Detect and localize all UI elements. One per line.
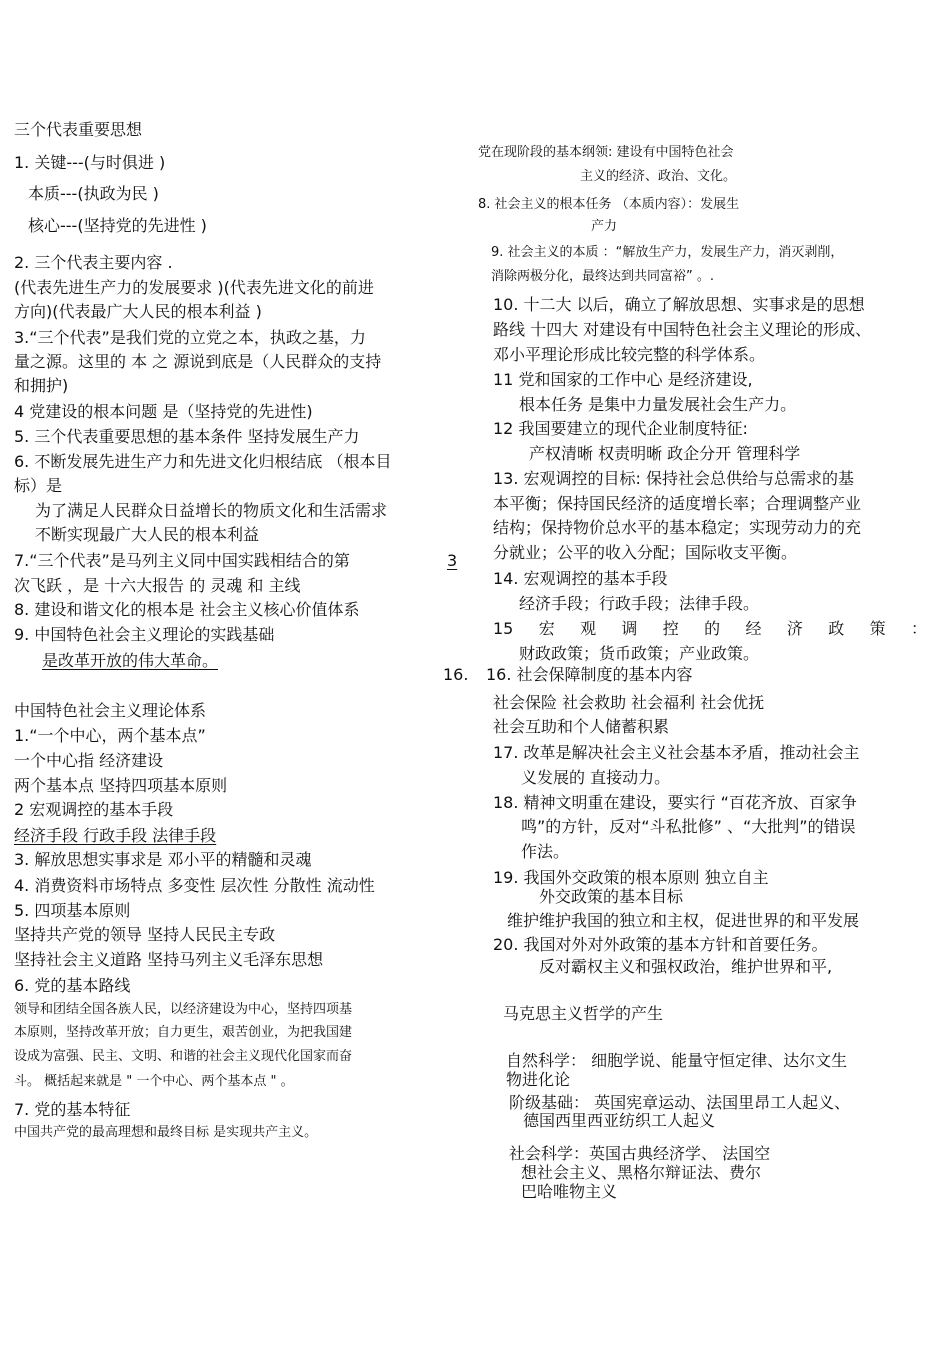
r-item-10-line-b: 路线 十四大 对建设有中国特色社会主义理论的形成、 (493, 320, 872, 339)
r-item-18-line-a: 18. 精神文明重在建设，要实行 “百花齐放、百家争 (493, 793, 857, 812)
theory-item-1-center: 一个中心指 经济建设 (14, 751, 164, 770)
item-2-heading: 2. 三个代表主要内容 . (14, 253, 173, 272)
item-3-line-a: 3.“三个代表”是我们党的立党之本，执政之基，力 (14, 328, 366, 347)
theory-item-5: 5. 四项基本原则 (14, 901, 131, 920)
philosophy-class-basis-a: 阶级基础： 英国宪章运动、法国里昂工人起义、 (509, 1093, 851, 1112)
philosophy-natural-science-b: 物进化论 (506, 1070, 571, 1089)
item-7-line-b: 次飞跃 ，是 十六大报告 的 灵魂 和 主线 (14, 576, 301, 595)
r15-char: 观 (580, 619, 597, 638)
r15-char: 宏 (538, 619, 555, 638)
r-item-12-line-b: 产权清晰 权责明晰 政企分开 管理科学 (529, 444, 801, 463)
item-6-line-c: 为了满足人民群众日益增长的物质文化和生活需求 (35, 501, 388, 520)
r15-char: 济 (786, 619, 803, 638)
theory-item-6-line-b: 本原则，坚持改革开放；自力更生，艰苦创业，为把我国建 (14, 1025, 353, 1040)
theory-item-7-line-a: 中国共产党的最高理想和最终目标 是实现共产主义。 (14, 1125, 318, 1140)
theory-item-1: 1.“一个中心，两个基本点” (14, 726, 206, 745)
r15-char: 政 (828, 619, 845, 638)
r-item-17-line-a: 17. 改革是解决社会主义社会基本矛盾，推动社会主 (493, 743, 860, 762)
r-item-16-line-c: 社会互助和个人储蓄积累 (493, 717, 670, 736)
item-6-line-a: 6. 不断发展先进生产力和先进文化归根结底 （根本目 (14, 452, 392, 471)
theory-item-1-points: 两个基本点 坚持四项基本原则 (14, 776, 228, 795)
r-item-20-line-b: 反对霸权主义和强权政治，维护世界和平, (539, 957, 833, 976)
theory-item-6-line-a: 领导和团结全国各族人民，以经济建设为中心，坚持四项基 (14, 1002, 353, 1017)
r-item-19-line-c: 维护维护我国的独立和主权，促进世界的和平发展 (507, 911, 860, 930)
r-item-10-line-c: 邓小平理论形成比较完整的科学体系。 (493, 345, 766, 364)
section-title-socialism-theory: 中国特色社会主义理论体系 (14, 701, 207, 720)
r-item-11-line-a: 11 党和国家的工作中心 是经济建设, (493, 370, 753, 389)
philosophy-social-science-a: 社会科学：英国古典经济学、 法国空 (509, 1144, 771, 1163)
item-8: 8. 建设和谐文化的根本是 社会主义核心价值体系 (14, 600, 360, 619)
item-3-line-c: 和拥护) (14, 376, 69, 395)
theory-item-2: 2 宏观调控的基本手段 (14, 800, 174, 819)
item-9-answer: 是改革开放的伟大革命。 (42, 651, 219, 670)
theory-item-4: 4. 消费资料市场特点 多变性 层次性 分散性 流动性 (14, 876, 375, 895)
item-3-line-b: 量之源。这里的 本 之 源说到底是（人民群众的支持 (14, 352, 382, 371)
r15-char: 控 (662, 619, 679, 638)
section-title-three-represents: 三个代表重要思想 (14, 120, 143, 139)
program-line-b: 主义的经济、政治、文化。 (580, 169, 737, 184)
r-item-10-line-a: 10. 十二大 以后，确立了解放思想、实事求是的思想 (493, 295, 865, 314)
item-9: 9. 中国特色社会主义理论的实践基础 (14, 625, 275, 644)
philosophy-social-science-b: 想社会主义、黑格尔辩证法、费尔 (521, 1163, 762, 1182)
r-item-11-line-b: 根本任务 是集中力量发展社会生产力。 (519, 395, 797, 414)
section-title-marxist-philosophy: 马克思主义哲学的产生 (503, 1004, 664, 1023)
r-item-13-line-b: 本平衡；保持国民经济的适度增长率；合理调整产业 (493, 494, 862, 513)
theory-item-2-means: 经济手段 行政手段 法律手段 (14, 826, 217, 845)
r-item-18-line-c: 作法。 (521, 842, 570, 861)
philosophy-social-science-c: 巴哈唯物主义 (521, 1182, 618, 1201)
r-item-8-line-b: 产力 (591, 219, 618, 234)
r-item-14-line-b: 经济手段；行政手段；法律手段。 (519, 594, 760, 613)
r-item-19-line-a: 19. 我国外交政策的根本原则 独立自主 (493, 868, 769, 887)
r-item-15-line-a (493, 620, 927, 638)
r-item-8-line-a: 8. 社会主义的根本任务 （本质内容）：发展生 (478, 197, 740, 212)
item-4: 4 党建设的根本问题 是（坚持党的先进性) (14, 402, 313, 421)
r-item-20-line-a: 20. 我国对外对外政策的基本方针和首要任务。 (493, 935, 828, 954)
r-item-17-line-b: 义发展的 直接动力。 (521, 768, 671, 787)
item-1-key: 1. 关键---(与时俱进 ) (14, 153, 166, 172)
theory-item-5-line-b: 坚持社会主义道路 坚持马列主义毛泽东思想 (14, 950, 324, 969)
r-item-9-line-b: 消除两极分化，最终达到共同富裕” 。. (491, 269, 714, 284)
r15-char: 15 (493, 619, 514, 638)
program-line-a: 党在现阶段的基本纲领: 建设有中国特色社会 (478, 145, 734, 160)
theory-item-6-line-d: 斗。 概括起来就是 " 一个中心、两个基本点 " 。 (14, 1074, 294, 1089)
r15-char: ： (910, 619, 927, 638)
r15-char: 经 (745, 619, 762, 638)
item-1-core: 核心---(坚持党的先进性 ) (28, 216, 207, 235)
r-item-16-line-a: 16. 社会保障制度的基本内容 (486, 665, 693, 684)
r-item-18-line-b: 鸣”的方针，反对“斗私批修” 、“大批判”的错误 (521, 817, 856, 836)
r-item-19-line-b: 外交政策的基本目标 (539, 887, 684, 906)
item-5: 5. 三个代表重要思想的基本条件 坚持发展生产力 (14, 427, 360, 446)
item-7-line-a: 7.“三个代表”是马列主义同中国实践相结合的第 (14, 551, 350, 570)
r-item-16-line-b: 社会保险 社会救助 社会福利 社会优抚 (493, 693, 765, 712)
theory-item-5-line-a: 坚持共产党的领导 坚持人民民主专政 (14, 925, 276, 944)
philosophy-class-basis-b: 德国西里西亚纺织工人起义 (523, 1111, 716, 1130)
theory-item-6-line-c: 设成为富强、民主、文明、和谐的社会主义现代化国家而奋 (14, 1049, 353, 1064)
r-item-9-line-a: 9. 社会主义的本质 ：“解放生产力，发展生产力，消灭剥削， (491, 245, 844, 260)
theory-item-3: 3. 解放思想实事求是 邓小平的精髓和灵魂 (14, 850, 312, 869)
r15-char: 的 (704, 619, 721, 638)
item-6-line-b: 标）是 (14, 476, 63, 495)
r-item-13-line-c: 结构；保持物价总水平的基本稳定；实现劳动力的充 (493, 518, 862, 537)
item-1-essence: 本质---(执政为民 ) (28, 184, 159, 203)
item-7-number: 3 (447, 551, 458, 570)
r-item-13-line-a: 13. 宏观调控的目标: 保持社会总供给与总需求的基 (493, 469, 855, 488)
r-item-12-line-a: 12 我国要建立的现代企业制度特征: (493, 419, 748, 438)
theory-item-7: 7. 党的基本特征 (14, 1100, 131, 1119)
item-2-line-b: 方向)(代表最广大人民的根本利益 ) (14, 302, 262, 321)
r-item-14-line-a: 14. 宏观调控的基本手段 (493, 569, 668, 588)
r-item-15-line-b: 财政政策；货币政策；产业政策。 (519, 644, 760, 663)
r15-char: 策 (869, 619, 886, 638)
r-item-13-line-d: 分就业；公平的收入分配；国际收支平衡。 (493, 543, 798, 562)
r15-char: 调 (621, 619, 638, 638)
r-item-16-stray-number: 16. (443, 665, 469, 684)
item-6-line-d: 不断实现最广大人民的根本利益 (35, 525, 260, 544)
theory-item-6: 6. 党的基本路线 (14, 976, 131, 995)
item-2-line-a: (代表先进生产力的发展要求 )(代表先进文化的前进 (14, 278, 374, 297)
philosophy-natural-science-a: 自然科学： 细胞学说、能量守恒定律、达尔文生 (506, 1051, 848, 1070)
